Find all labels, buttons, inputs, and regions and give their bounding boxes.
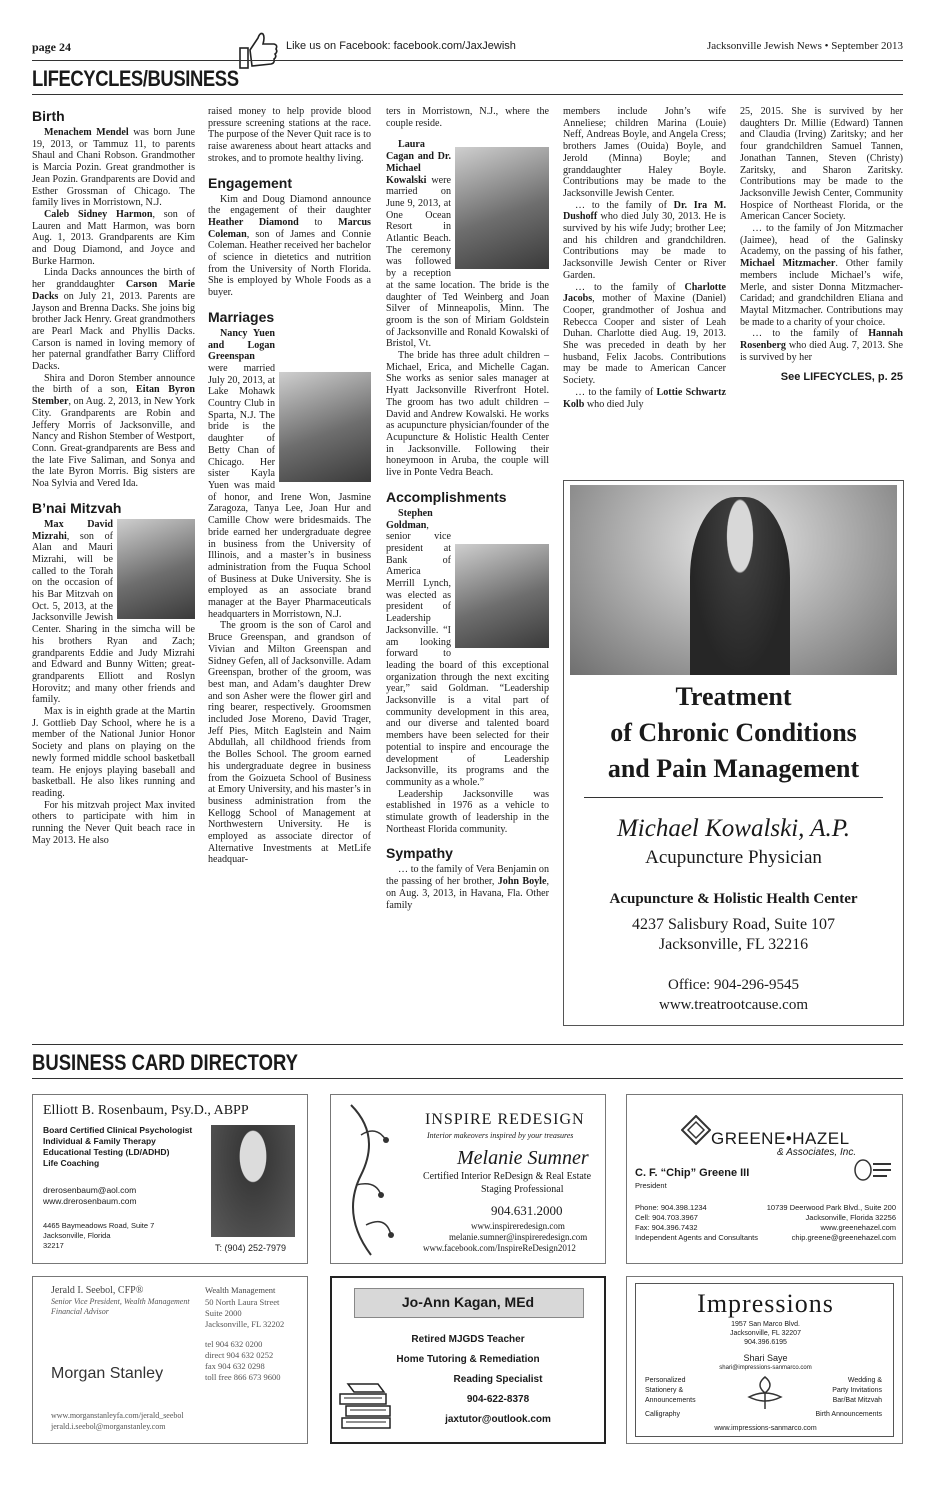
card5-phone: 904-622-8378 [466, 1394, 530, 1405]
card3-fax: Fax: 904.396.7432 [635, 1223, 698, 1232]
card2-phone: 904.631.2000 [491, 1203, 563, 1218]
ad-address: 4237 Salisbury Road, Suite 107 Jacksonville, FL 32216 [631, 916, 836, 953]
card5-line1: Retired MJGDS Teacher [411, 1334, 525, 1345]
card3-email[interactable]: chip.greene@greenehazel.com [791, 1233, 896, 1242]
card2-facebook[interactable]: www.facebook.com/InspireReDesign2012 [423, 1243, 576, 1253]
ad-photo-person [690, 497, 790, 675]
card6-left4: Calligraphy [645, 1411, 681, 1418]
card4-website[interactable]: www.morganstanleyfa.com/jerald_seebol [51, 1411, 184, 1420]
heading-marriages: Marriages [208, 308, 275, 325]
card4-title2: Financial Advisor [51, 1307, 109, 1316]
thumbs-up-icon [238, 30, 280, 70]
card6-address1: 1957 San Marco Blvd. [731, 1321, 800, 1328]
birth-mendel: Menachem Mendel was born June 19, 2013, or Tammuz 11, to parents Shaul and Chani Robson. Grandmother is Marcia Pozin. Great grandmother is Jean Pozin. Grandparents are Dovid and Esther Grossman of Chicago. The family lives in Morristown, N.J. [32, 127, 195, 209]
card3-cell: Cell: 904.703.3967 [635, 1213, 698, 1222]
card1-line2: Individual & Family Therapy [43, 1136, 156, 1146]
photo-max-mizrahi [117, 519, 195, 619]
card6-website[interactable]: www.impressions-sanmarco.com [714, 1425, 817, 1432]
card2-tagline: Interior makeovers inspired by your treasures [427, 1131, 574, 1140]
card4-right3: Suite 2000 [205, 1308, 242, 1318]
card6-name: Shari Saye [743, 1353, 788, 1363]
card1-line3: Educational Testing (LD/ADHD) [43, 1147, 170, 1157]
card4-right1: Wealth Management [205, 1285, 276, 1295]
ornament-icon [745, 1375, 785, 1411]
card-inspire-redesign [330, 1094, 606, 1264]
card1-address3: 32217 [43, 1241, 64, 1250]
card3-address2: Jacksonville, Florida 32256 [805, 1213, 896, 1222]
card3-name: C. F. “Chip” Greene III [635, 1167, 750, 1179]
card1-name: Elliott B. Rosenbaum, Psy.D., ABPP [43, 1103, 249, 1118]
mitzvah-mizrahi: Max David Mizrahi, son of Alan and Mauri Mizrahi, will be called to the Torah on the occasion of his Bar Mitzvah on Oct. 5, 2013, at the Jacksonville Jewish Center. Sharing in the simcha will be his brothers Ryan and Zach; grandparents Eddie and Judy Mizrahi and Edward and Bunny Witten; great-grandparents Elliott and Roslyn Horovitz; and many other friends and family. [32, 518, 195, 706]
directory-rule-2 [32, 1078, 903, 1079]
card1-photo [211, 1125, 295, 1237]
card1-website[interactable]: www.drerosenbaum.com [43, 1196, 137, 1206]
sympathy-boyle-continued: members include John’s wife Anneliese; children Marina (Louie) Neff, Andreas Boyle, and Angela Cress; brothers James (Ouida) Boyle, and Jerold (Minna) Boyle; and granddaughter Haley Boyle. Contributions may be made to the Jacksonville Jewish Center. [563, 106, 726, 199]
card5-line3: Reading Specialist [453, 1374, 543, 1385]
card4-firm-logo: Morgan Stanley [51, 1365, 164, 1382]
mitzvah-mizrahi-project: For his mitzvah project Max invited others to participate with him in running the Never Quit beach race in May 2013. He also [32, 799, 195, 846]
card2-brand: INSPIRE REDESIGN [425, 1111, 585, 1128]
card1-address1: 4465 Baymeadows Road, Suite 7 [43, 1221, 155, 1230]
card-greene-hazel [626, 1094, 903, 1264]
card3-brand2: & Associates, Inc. [777, 1147, 857, 1158]
photo-stephen-goldman [455, 544, 549, 648]
card3-address1: 10739 Deerwood Park Blvd., Suite 200 [766, 1203, 896, 1212]
card6-left2: Stationery & [645, 1387, 684, 1394]
sympathy-boyle: … to the family of Vera Benjamin on the passing of her brother, John Boyle, on Aug. 3, 2013, in Havana, Fla. Other family [386, 864, 549, 911]
marriage-continued: ters in Morristown, N.J., where the couple reside. [386, 106, 549, 129]
card4-direct: direct 904 632 0252 [205, 1350, 274, 1360]
card6-right2: Party Invitations [832, 1387, 882, 1394]
ad-office-phone: Office: 904-296-9545 [668, 977, 799, 993]
card4-title1: Senior Vice President, Wealth Management [51, 1297, 190, 1306]
card-kagan [330, 1276, 606, 1444]
heading-accomplishments: Accomplishments [386, 488, 507, 505]
ad-practitioner-name: Michael Kowalski, A.P. [616, 815, 851, 842]
card1-address2: Jacksonville, Florida [43, 1231, 111, 1240]
column-1 [32, 106, 195, 846]
card-morgan-stanley [32, 1276, 308, 1444]
card5-email[interactable]: jaxtutor@outlook.com [445, 1414, 551, 1425]
books-icon [338, 1382, 398, 1434]
marriage-cagan-kowalski: Laura Cagan and Dr. Michael Kowalski were married on June 9, 2013, at One Ocean Resort in Atlantic Beach. The ceremony was followed by a reception at the same location. The bride is the daughter of Ted Weinberg and Joan Silver of Minneapolis, Minn. The groom is the son of Miriam Goldstein of Jacksonville and Ronald Kowalski of Bristol, Vt. [386, 139, 549, 350]
ad-center-name: Acupuncture & Holistic Health Center [609, 891, 858, 907]
engagement-diamond: Kim and Doug Diamond announce the engagement of their daughter Heather Diamond to Marcus Coleman, son of James and Connie Coleman. Heather received her bachelor of science in dietetics and nutrition from the University of North Florida. She is employed by Whole Foods as a buyer. [208, 193, 371, 299]
card3-website[interactable]: www.greenehazel.com [820, 1223, 896, 1232]
card-impressions [626, 1276, 903, 1444]
insurance-agent-logo-icon [853, 1157, 893, 1183]
card2-name: Melanie Sumner [457, 1147, 589, 1169]
card5-line2: Home Tutoring & Remediation [396, 1354, 540, 1365]
card5-name: Jo-Ann Kagan, MEd [401, 1294, 535, 1310]
card1-phone: T: (904) 252-7979 [215, 1243, 287, 1253]
diamond-logo-icon [681, 1115, 711, 1145]
card2-title2: Staging Professional [481, 1184, 564, 1195]
birth-dacks: Linda Dacks announces the birth of her granddaughter Carson Marie Dacks on July 21, 2013. Parents are Jayson and Brenna Dacks. She joins big brother Jack Henry. Great grandmothers are Pearl Mack and Phyllis Dacks. Carson is named in loving memory of her paternal grandfather Barry Clifford Dacks. [32, 267, 195, 373]
card3-agents: Independent Agents and Consultants [635, 1233, 759, 1242]
ad-website[interactable]: www.treatrootcause.com [659, 997, 808, 1013]
accomplishment-leadership: Leadership Jacksonville was established in 1976 as a vehicle to stimulate growth of leadership in the Northeast Florida community. [386, 788, 549, 835]
heading-birth: Birth [32, 108, 65, 124]
section-rule [32, 94, 903, 95]
facebook-link[interactable]: Like us on Facebook: facebook.com/JaxJewish [286, 40, 516, 52]
sympathy-mitzmacher: … to the family of Jon Mitzmacher (Jaimee), head of the Galinsky Academy, on the passing of his father, Michael Mitzmacher. Other family members include Michael’s wife, Merle, and sister Donna Mitzmacher-Caridad; and grandchildren Eliana and Maytal Mitzmacher. Contributions may be made to a charity of your choice. [740, 223, 903, 328]
publication-date: Jacksonville Jewish News • September 2013 [706, 40, 903, 52]
mitzvah-continued: raised money to help provide blood pressure screening stations at the race. The purpose of the Never Quit race is to raise awareness about heart attacks and strokes, and to promote healthy living. [208, 106, 371, 164]
card4-right2: 50 North Laura Street [205, 1297, 280, 1307]
column-5 [740, 106, 903, 383]
ad-photo [570, 485, 897, 675]
card4-tel: tel 904 632 0200 [205, 1339, 263, 1349]
continued-link[interactable]: See LIFECYCLES, p. 25 [780, 371, 903, 384]
card3-phone: Phone: 904.398.1234 [635, 1203, 707, 1212]
column-4 [563, 106, 726, 410]
sympathy-kolb-continued: 25, 2015. She is survived by her daughters Dr. Millie (Edward) Tannen and Claudia (Irving) Zaritsky; and her four grandchildren Samuel Tannen, Jonathan Tannen, Steven (Christy) Zaritsky, and Sharon Zaritsky. Contributions may be made to the Jacksonville Jewish Center, Community Hospice of Northeast Florida, or the American Cancer Society. [740, 106, 903, 223]
card6-email[interactable]: shari@impressions-sanmarco.com [719, 1365, 812, 1371]
card3-role: President [635, 1181, 667, 1190]
card6-right4: Birth Announcements [815, 1411, 882, 1418]
card-rosenbaum [32, 1094, 308, 1264]
section-title: LIFECYCLES/BUSINESS [32, 66, 239, 91]
card3-brand: GREENE•HAZEL [711, 1129, 850, 1148]
photo-yuen-greenspan [279, 372, 371, 482]
card6-address2: Jacksonville, FL 32207 [730, 1330, 801, 1337]
card6-right3: Bar/Bat Mitzvah [832, 1397, 882, 1404]
card6-brand: Impressions [697, 1289, 834, 1318]
card1-line1: Board Certified Clinical Psychologist [43, 1125, 193, 1135]
acupuncture-advertisement [563, 480, 904, 1026]
card2-website[interactable]: www.inspireredesign.com [471, 1221, 565, 1231]
marriage-cagan-children: The bride has three adult children – Michael, Erica, and Michelle Cagan. She works as senior sales manager at Hyatt Jacksonville Riverfront Hotel. The groom has two adult children – David and Andrew Kowalski. He works as acupuncture physician/founder of the Acupuncture & Holistic Health Center in Jacksonville. Following their honeymoon in Aruba, the couple will live in Ponte Vedra Beach. [386, 350, 549, 479]
ad-contact [564, 975, 903, 1015]
directory-rule [32, 1044, 903, 1045]
card4-email[interactable]: jerald.i.seebol@morganstanley.com [51, 1422, 166, 1431]
heading-bnai-mitzvah: B’nai Mitzvah [32, 499, 122, 516]
page-number: page 24 [32, 40, 71, 54]
ad-divider [584, 797, 883, 798]
card6-right1: Wedding & [847, 1377, 882, 1384]
birth-harmon: Caleb Sidney Harmon, son of Lauren and Matt Harmon, was born Aug. 1, 2013. Grandparents are Kim and Doug Diamond, and Joyce and Burke Harmon. [32, 208, 195, 267]
card2-email[interactable]: melanie.sumner@inspireredesign.com [449, 1232, 588, 1242]
heading-engagement: Engagement [208, 174, 293, 191]
card6-left1: Personalized [645, 1377, 686, 1384]
accomplishment-goldman: Stephen Goldman, senior vice president at Bank of America Merrill Lynch, was elected as president of Leadership Jacksonville. “I am looking forward to leading the board of this exceptional organization through the next exciting year,” said Goldman. “Leadership Jacksonville is a vital part of community development in this area, and our diverse and talented board members have been selected for their potential to inspire and encourage the development of Leadership Jacksonville, its programs and the community as a whole.” [386, 507, 549, 788]
card4-fax: fax 904 632 0298 [205, 1361, 265, 1371]
sympathy-jacobs: … to the family of Charlotte Jacobs, mother of Maxine (Daniel) Cooper, grandmother of Joshua and Rebecca Cooper and sister of Leah Duhan. Charlotte died Aug. 19, 2013. She was preceded in death by her husband, Felix Jacobs. Contributions may be made to American Cancer Society. [563, 281, 726, 387]
ad-title: Treatment of Chronic Conditions and Pain Management [607, 682, 860, 783]
directory-title: BUSINESS CARD DIRECTORY [32, 1050, 298, 1075]
column-3 [386, 106, 549, 911]
sympathy-kolb: … to the family of Lottie Schwartz Kolb who died July [563, 386, 726, 410]
header-rule [32, 60, 903, 61]
card4-tollfree: toll free 866 673 9600 [205, 1372, 281, 1382]
marriage-groom: The groom is the son of Carol and Bruce Greenspan, and grandson of Vivian and Milton Greenspan and Sidney Gefen, all of Jacksonville. Adam Greenspan, brother of the groom, was best man, and Adam’s daughter Drew and son Asher were the flower girl and ring bearer, respectively. Groomsmen included Jose Moreno, David Trager, Jeff Pies, Mitch Eaglstein and Naim Abdullah, all childhood friends from the Bolles School. The groom earned his undergraduate degree in business from the Goizueta School of Business at Emory University, and his master’s in business administration from the Kellogg School of Management at Northwestern University. He is employed as associate director of Alternative Investments at MetLife headquar- [208, 620, 371, 866]
card1-line4: Life Coaching [43, 1158, 100, 1168]
birth-stember: Shira and Doron Stember announce the birth of a son, Eitan Byron Stember, on Aug. 2, 2013, in New York City. Grandparents are Robin and Jeffery Morris of Jacksonville, and Nancy and Rishon Stember of Westport, Conn. Great-grandparents are Bess and the late Five Saliman, and Sonya and the late Byron Morris. Big sisters are Noa Sylvia and Vered Ida. [32, 372, 195, 490]
sympathy-dushoff: … to the family of Dr. Ira M. Dushoff who died July 30, 2013. He is survived by his wife Judy; brother Lee; and his children and grandchildren. Contributions may be made to Jacksonville Jewish Center or River Garden. [563, 199, 726, 281]
card6-left3: Announcements [645, 1397, 696, 1404]
mitzvah-mizrahi-school: Max is in eighth grade at the Martin J. Gottlieb Day School, where he is a member of the National Junior Honor Society and plans on playing on the newly formed middle school basketball team. He enjoys playing baseball and basketball. He also likes running and reading. [32, 706, 195, 799]
card1-email[interactable]: drerosenbaum@aol.com [43, 1185, 137, 1195]
floral-ornament-icon [331, 1095, 411, 1264]
ad-practitioner-role: Acupuncture Physician [645, 847, 822, 868]
photo-cagan-kowalski [455, 147, 549, 269]
sympathy-rosenberg: … to the family of Hannah Rosenberg who died Aug. 7, 2013. She is survived by her [740, 328, 903, 363]
card2-title: Certified Interior ReDesign & Real Estate [423, 1171, 592, 1182]
card4-name: Jerald I. Seebol, CFP® [51, 1285, 144, 1296]
column-2 [208, 106, 371, 866]
heading-sympathy: Sympathy [386, 845, 453, 862]
card4-right4: Jacksonville, FL 32202 [205, 1319, 285, 1329]
marriage-yuen-greenspan: Nancy Yuen and Logan Greenspan were married July 20, 2013, at Lake Mohawk Country Club in Sparta, N.J. The bride is the daughter of Betty Chan of Chicago. Her sister Kayla Yuen was maid of honor, and Irene Won, Jasmine Zaragoza, Tanya Lee, Joan Hur and Camille Chow were bridesmaids. The bride earned her undergraduate degree in business from the University of Illinois, and a master’s in business administration from the Fuqua School of Business at Duke University. She is employed as an associate brand manager at the Bayer Pharmaceuticals headquarters in Morristown, N.J. [208, 327, 371, 620]
card6-phone: 904.396.6195 [744, 1339, 787, 1346]
